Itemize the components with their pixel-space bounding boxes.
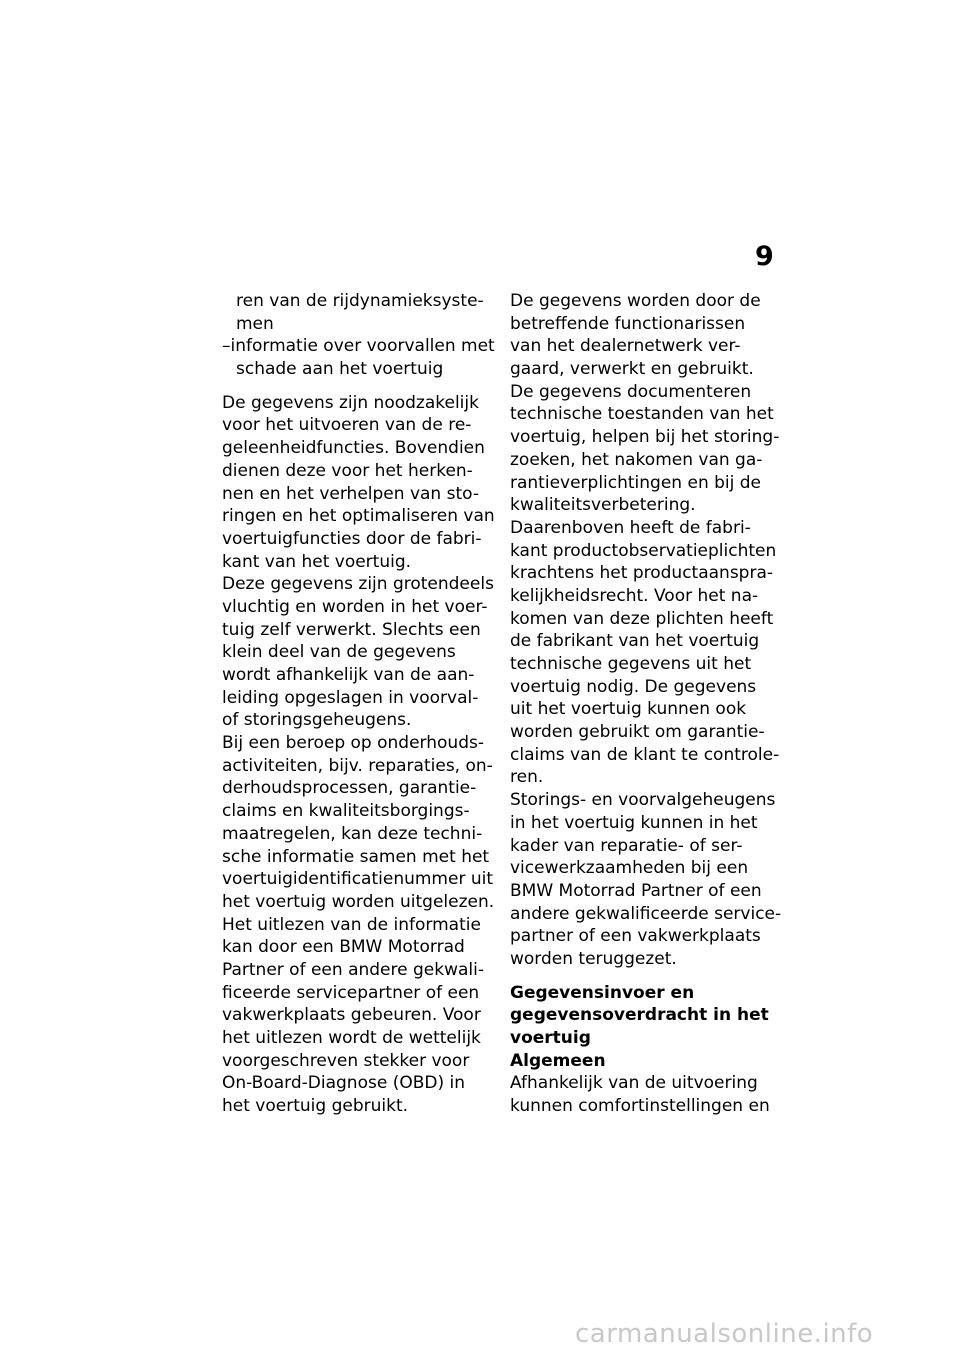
text-line: voor het uitvoeren van de re- <box>222 415 472 436</box>
text-line: ren. <box>510 767 544 788</box>
section-heading-line: voertuig <box>510 1028 591 1048</box>
text-line: De gegevens worden door de <box>510 291 761 311</box>
list-item-dash: –informatie over voorvallen met <box>222 336 495 357</box>
text-line: partner of een vakwerkplaats <box>510 926 761 947</box>
text-line: ringen en het optimaliseren van <box>222 506 495 527</box>
text-line: kant productobservatieplichten <box>510 540 777 561</box>
text-line: het uitlezen wordt de wettelijk <box>222 1028 481 1048</box>
text-line: uit het voertuig kunnen ook <box>510 699 747 720</box>
text-line: De gegevens documenteren <box>510 381 752 402</box>
left-text-column <box>222 290 494 1118</box>
text-line: Deze gegevens zijn grotendeels <box>222 574 494 595</box>
text-line: betreffende functionarissen <box>510 313 746 334</box>
text-line: klein deel van de gegevens <box>222 642 456 663</box>
text-line: Bij een beroep op onderhouds- <box>222 733 484 754</box>
page-number: 9 <box>755 241 774 272</box>
text-line: vicewerkzaamheden bij een <box>510 858 749 879</box>
text-line: claims van de klant te controle- <box>510 744 780 765</box>
text-line: kunnen comfortinstellingen en <box>510 1096 770 1117</box>
text-line: kwaliteitsverbetering. <box>510 495 696 516</box>
text-line: krachtens het productaanspra- <box>510 563 774 584</box>
text-line: claims en kwaliteitsborgings- <box>222 801 470 822</box>
subsection-heading: Algemeen <box>510 1050 606 1071</box>
text-line: kader van reparatie- of ser- <box>510 835 743 856</box>
text-line: voorgeschreven stekker voor <box>222 1050 470 1071</box>
text-line: Partner of een andere gekwali- <box>222 959 484 980</box>
text-line: nen en het verhelpen van sto- <box>222 483 479 504</box>
text-line: kelijkheidsrecht. Voor het na- <box>510 585 759 606</box>
text-line: worden teruggezet. <box>510 948 677 969</box>
section-heading-line: gegevensoverdracht in het <box>510 1005 769 1026</box>
text-line: in het voertuig kunnen in het <box>510 812 758 833</box>
text-line: zoeken, het nakomen van ga- <box>510 449 763 470</box>
section-heading-line: Gegevensinvoer en <box>510 982 695 1003</box>
text-line: voertuig nodig. De gegevens <box>510 676 757 697</box>
text-line: men <box>236 313 274 334</box>
text-line: andere gekwalificeerde service- <box>510 903 782 924</box>
text-line: vluchtig en worden in het voer- <box>222 596 488 617</box>
text-line: technische gegevens uit het <box>510 654 752 674</box>
text-line: technische toestanden van het <box>510 404 774 425</box>
watermark-text: carmanualsonline.info <box>575 1319 874 1349</box>
text-line: ren van de rijdynamieksyste- <box>236 291 484 311</box>
text-line: kant van het voertuig. <box>222 551 412 572</box>
text-line: Het uitlezen van de informatie <box>222 914 481 935</box>
text-line: Daarenboven heeft de fabri- <box>510 517 751 538</box>
text-line: rantieverplichtingen en bij de <box>510 472 762 493</box>
text-line: komen van deze plichten heeft <box>510 608 774 629</box>
text-line: worden gebruikt om garantie- <box>510 722 765 743</box>
paragraph-gap <box>222 381 494 392</box>
text-line: Storings- en voorvalgeheugens <box>510 790 776 811</box>
text-line: tuig zelf verwerkt. Slechts een <box>222 619 481 640</box>
text-line: kan door een BMW Motorrad <box>222 937 465 958</box>
right-text-column <box>510 290 790 1118</box>
text-line: wordt afhankelijk van de aan- <box>222 665 475 685</box>
text-line: BMW Motorrad Partner of een <box>510 880 762 901</box>
text-line: voertuigidentificatienummer uit <box>222 869 494 890</box>
text-line: het voertuig worden uitgelezen. <box>222 891 495 912</box>
text-line: ficeerde servicepartner of een <box>222 982 480 1003</box>
text-line: of storingsgeheugens. <box>222 710 412 731</box>
text-line: voertuigfuncties door de fabri- <box>222 528 482 549</box>
text-line: dienen deze voor het herken- <box>222 460 473 481</box>
text-line: het voertuig gebruikt. <box>222 1096 409 1117</box>
text-line: On-Board-Diagnose (OBD) in <box>222 1073 465 1094</box>
text-line: derhoudsprocessen, garantie- <box>222 778 477 799</box>
text-line: van het dealernetwerk ver- <box>510 336 741 357</box>
text-line: de fabrikant van het voertuig <box>510 631 760 652</box>
text-line: geleenheidfuncties. Bovendien <box>222 438 485 459</box>
text-line: maatregelen, kan deze techni- <box>222 823 483 844</box>
text-line: sche informatie samen met het <box>222 846 490 867</box>
text-line: De gegevens zijn noodzakelijk <box>222 392 479 413</box>
text-line: voertuig, helpen bij het storing- <box>510 427 780 448</box>
text-line: Afhankelijk van de uitvoering <box>510 1073 758 1094</box>
text-line: leiding opgeslagen in voorval- <box>222 687 479 708</box>
text-line: gaard, verwerkt en gebruikt. <box>510 359 754 380</box>
text-line: vakwerkplaats gebeuren. Voor <box>222 1005 481 1026</box>
paragraph-gap <box>510 971 790 982</box>
text-line: activiteiten, bijv. reparaties, on- <box>222 755 493 776</box>
text-line: schade aan het voertuig <box>236 359 444 380</box>
